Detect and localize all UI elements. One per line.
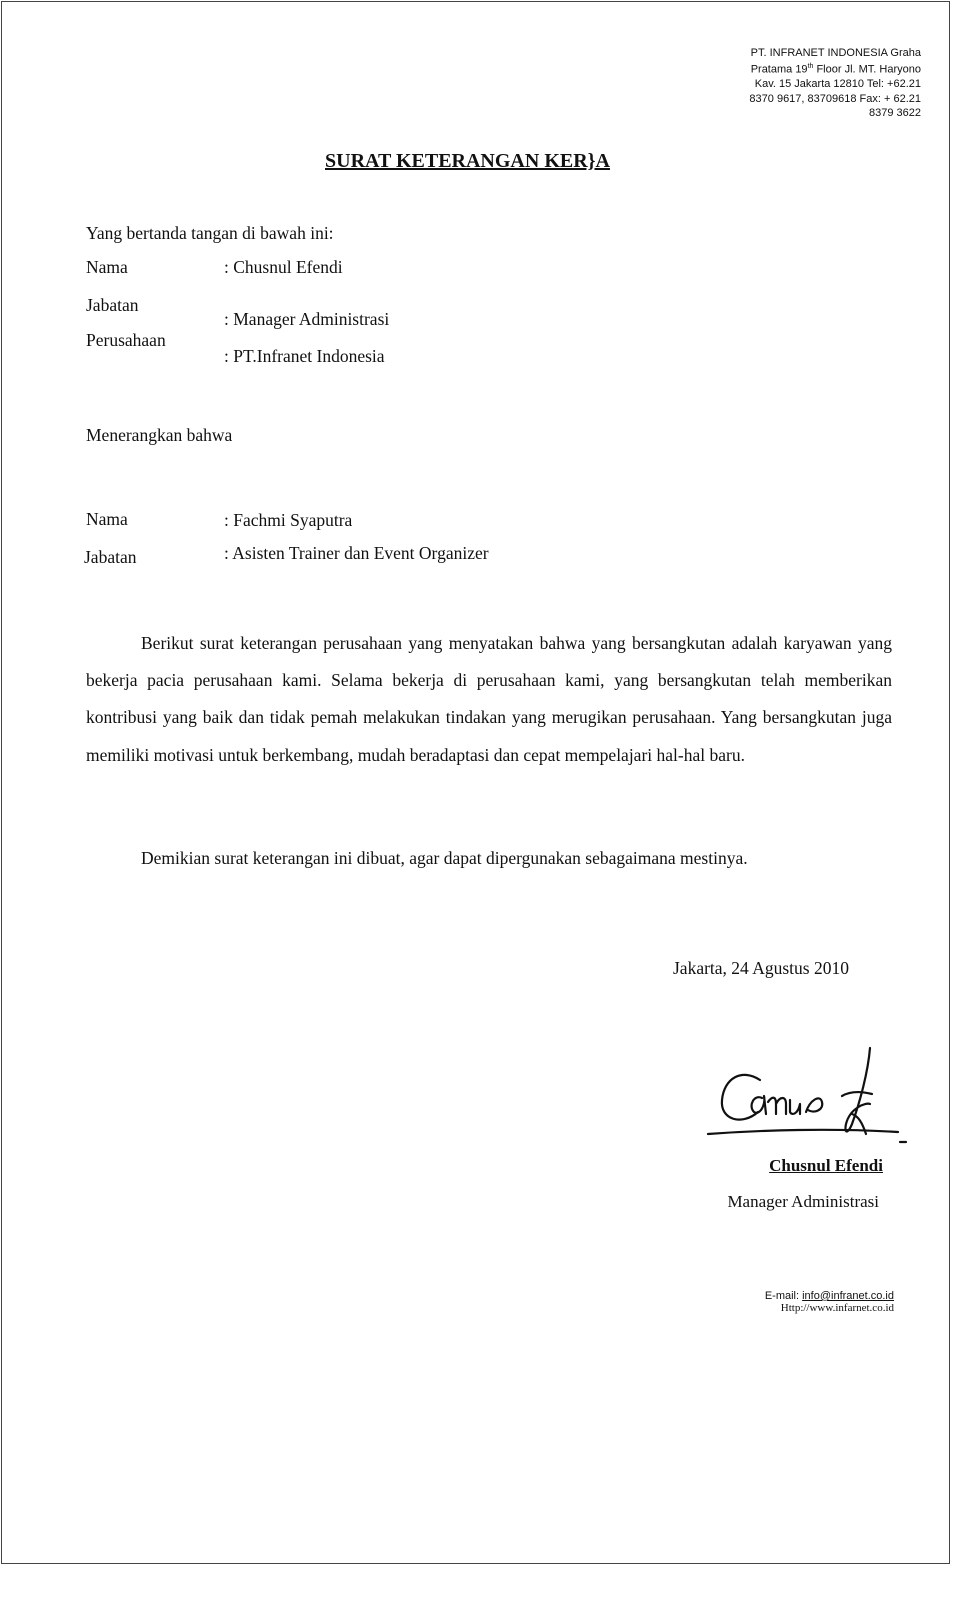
closing-text: Demikian surat keterangan ini dibuat, agar dapat dipergunakan sebagaimana mestinya. (141, 848, 748, 868)
letter-title: SURAT KETERANGAN KER}A (325, 150, 610, 172)
employee-name-label: Nama (86, 509, 128, 529)
address-line-2: Pratama 19th Floor Jl. MT. Haryono (750, 63, 921, 77)
signatory-name: Chusnul Efendi (769, 1156, 883, 1175)
signature-image (702, 1042, 912, 1152)
body-paragraph: Berikut surat keterangan perusahaan yang menyatakan bahwa yang bersangkutan adalah karyawan yang bekerja pacia perusahaan kami. Selama bekerja di perusahaan kami, yang bersangkutan telah memberikan kontribusi yang baik dan tidak pemah melakukan tindakan yang merugikan perusahaan. Yang bersangkutan juga memiliki motivasi untuk berkembang, mudah beradaptasi dan cepat mempelajari hal-hal baru. (86, 633, 892, 765)
employee-name-value: : Fachmi Syaputra (224, 510, 353, 530)
signer-company-label: Perusahaan (86, 330, 166, 350)
signer-position-label: Jabatan (86, 295, 139, 315)
email-link[interactable]: info@infranet.co.id (802, 1290, 894, 1302)
company-address (701, 46, 921, 121)
floor-superscript: th (807, 63, 814, 71)
address-line-4: 8370 9617, 83709618 Fax: + 62.21 (749, 92, 921, 105)
email-label: E-mail: (764, 1290, 803, 1302)
signer-name-label: Nama (86, 257, 128, 277)
signer-name-value: : Chusnul Efendi (224, 257, 343, 277)
address-line-1: PT. INFRANET INDONESIA Graha (750, 47, 921, 59)
website-link[interactable]: Http://www.infarnet.co.id (780, 1301, 894, 1314)
employee-position-label: Jabatan (84, 547, 137, 567)
signer-company-value: : PT.Infranet Indonesia (224, 346, 385, 366)
letter-page (1, 1, 950, 1564)
signer-position-value: : Manager Administrasi (224, 309, 390, 329)
place-date: Jakarta, 24 Agustus 2010 (673, 958, 849, 978)
signatory-role: Manager Administrasi (727, 1192, 879, 1211)
intro-text: Yang bertanda tangan di bawah ini: (86, 223, 334, 243)
declaration-text: Menerangkan bahwa (86, 425, 233, 445)
employee-position-value: : Asisten Trainer dan Event Organizer (224, 543, 489, 563)
address-line-5: 8379 3622 (869, 107, 921, 120)
footer-contact (765, 1291, 894, 1314)
footer-email-line (765, 1291, 894, 1303)
address-line-3: Kav. 15 Jakarta 12810 Tel: +62.21 (754, 78, 921, 91)
